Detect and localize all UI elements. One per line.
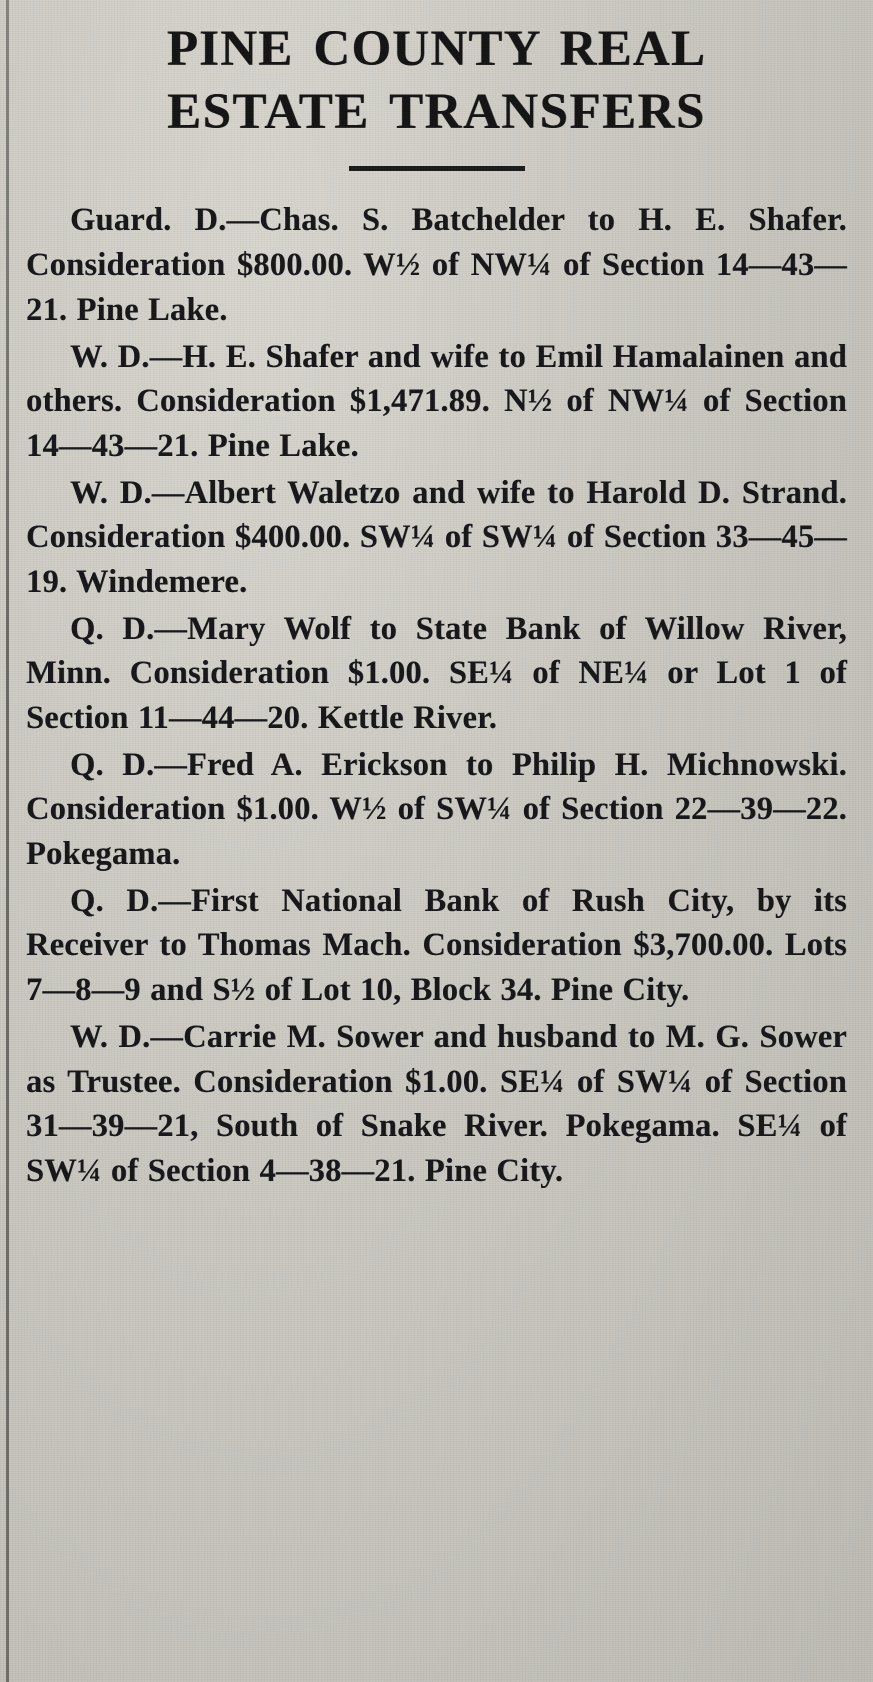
transfer-entry: W. D.—Albert Waletzo and wife to Harold D. Strand. Consideration $400.00. SW¼ of SW¼ of Section 33—45—19. Windemere. bbox=[26, 474, 847, 600]
horizontal-rule-icon bbox=[349, 166, 525, 171]
transfer-entry: Guard. D.—Chas. S. Batchelder to H. E. Shafer. Consideration $800.00. W½ of NW¼ of Section 14—43—21. Pine Lake. bbox=[26, 202, 847, 328]
transfer-entry: W. D.—Carrie M. Sower and husband to M. G. Sower as Trustee. Consideration $1.00. SE¼ of SW¼ of Section 31—39—21, South of Snake River. Pokegama. SE¼ of SW¼ of Section 4—38—21. Pine City. bbox=[26, 1018, 847, 1189]
article-column bbox=[26, 0, 847, 1194]
transfer-entry: W. D.—H. E. Shafer and wife to Emil Hamalainen and others. Consideration $1,471.89. N½ of NW¼ of Section 14—43—21. Pine Lake. bbox=[26, 338, 847, 464]
page-title bbox=[26, 18, 847, 144]
transfer-entry: Q. D.—Mary Wolf to State Bank of Willow River, Minn. Consideration $1.00. SE¼ of NE¼ or Lot 1 of Section 11—44—20. Kettle River. bbox=[26, 610, 847, 737]
transfer-entry: Q. D.—First National Bank of Rush City, by its Receiver to Thomas Mach. Consideration $3,700.00. Lots 7—8—9 and S½ of Lot 10, Block 34. Pine City. bbox=[26, 882, 847, 1009]
column-rule bbox=[6, 0, 9, 1682]
transfer-entry: Q. D.—Fred A. Erickson to Philip H. Michnowski. Consideration $1.00. W½ of SW¼ of Section 22—39—22. Pokegama. bbox=[26, 746, 847, 873]
divider bbox=[26, 158, 847, 176]
headline-line-2: ESTATE TRANSFERS bbox=[167, 84, 706, 141]
headline-line-1: PINE COUNTY REAL bbox=[166, 21, 707, 77]
